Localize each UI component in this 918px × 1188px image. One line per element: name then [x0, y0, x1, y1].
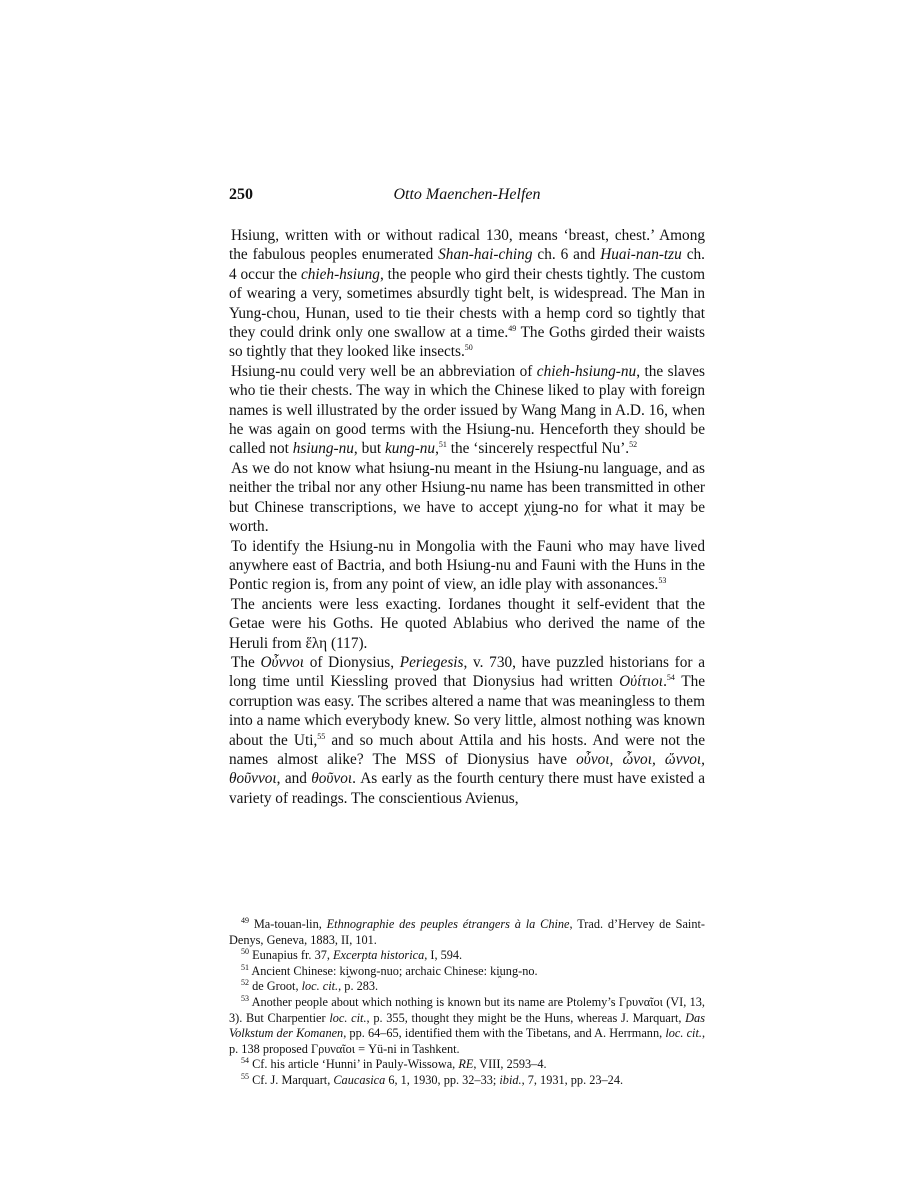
text-run: As we do not know what hsiung-nu meant in the Hsiung-nu language, and as neither the tribal nor any other Hsiung-nu name has been transmitted in other but Chinese transcriptions, we have to accept χi̯ung-no for what it may be worth. [229, 459, 705, 536]
text-run: , [435, 440, 439, 458]
note-reference: 50 [464, 343, 473, 353]
note-reference: 55 [241, 1071, 249, 1081]
italic-text: ibid. [499, 1072, 522, 1087]
text-run: To identify the Hsiung-nu in Mongolia with the Fauni who may have lived anywhere east of Bactria, and both Hsiung-nu and Fauni with the Huns in the Pontic region is, from any point of view, an idle play with assonances. [229, 537, 705, 594]
text-run: , p. 283. [338, 979, 379, 994]
text-run: The ancients were less exacting. Iordanes thought it self-evident that the Getae were his Goths. He quoted Ablabius who derived the name of the Heruli from ἕλη (117). [229, 595, 705, 652]
italic-text: Excerpta historica [333, 948, 425, 963]
italic-text: chieh-hsiung-nu [536, 362, 637, 380]
note-reference: 51 [241, 962, 249, 972]
footnotes [229, 917, 705, 1089]
text-run: . As early as the fourth century there must have existed a variety of readings. The conscientious Avienus, [229, 770, 706, 807]
paragraph [229, 595, 705, 653]
italic-text: Shan-hai-ching [438, 246, 533, 264]
text-run: Cf. J. Marquart, [249, 1072, 334, 1087]
text-run: . [663, 673, 667, 691]
text-run: The [231, 653, 261, 671]
italic-text: hsiung-nu [292, 440, 354, 458]
italic-text: kung-nu [384, 440, 436, 458]
italic-text: Periegesis [399, 653, 464, 671]
italic-text: θοῦνοι [311, 770, 353, 788]
note-reference: 53 [241, 993, 249, 1003]
footnote [229, 948, 705, 964]
text-run: 6, 1, 1930, pp. 32–33; [385, 1072, 500, 1087]
note-reference: 54 [666, 673, 675, 683]
text-run: , I, 594. [424, 948, 463, 963]
footnote [229, 1073, 705, 1089]
italic-text: οὖνοι, ὦνοι, ὤννοι, θοῦννοι [229, 750, 705, 788]
italic-text: loc. cit. [665, 1026, 702, 1041]
text-run: ch. 6 and [532, 246, 601, 264]
text-run: de Groot, [249, 979, 302, 994]
note-reference: 49 [508, 323, 517, 333]
text-run: Another people about which nothing is known but its name are Ptolemy’s Γρυναῖοι (VI, 13, 3). But Charpentier [229, 994, 705, 1025]
text-run: Hsiung, written with or without radical 130, means ‘breast, chest.’ Among the fabulous peoples enumerated [229, 227, 705, 264]
text-run: The Goths girded their waists so tightly that they looked like insects. [229, 324, 706, 361]
text-run: and so much about Attila and his hosts. And were not the names almost alike? The MSS of Dionysius have [229, 731, 705, 768]
text-run: , v. 730, have puzzled historians for a long time until Kiessling proved that Dionysius had written [229, 653, 705, 691]
italic-text: loc. cit. [301, 979, 339, 994]
paragraph [229, 653, 705, 808]
text-run: , pp. 64–65, identified them with the Tibetans, and A. Herrmann, [343, 1026, 666, 1041]
note-reference: 53 [658, 576, 667, 586]
text-run: the ‘sincerely respectful Nu’. [446, 440, 630, 458]
note-reference: 55 [317, 731, 326, 741]
text-run: Ma-touan-lin, [249, 917, 327, 931]
text-run: Cf. his article ‘Hunni’ in Pauly-Wissowa, [249, 1057, 459, 1072]
text-run: , Trad. d’Hervey de Saint-Denys, Geneva, 1883, II, 101. [229, 917, 706, 947]
body-text [229, 226, 705, 808]
running-head: Otto Maenchen-Helfen [393, 186, 541, 203]
note-reference: 52 [241, 978, 249, 988]
text-run: ch. 4 occur the [229, 246, 705, 283]
text-run: , but [353, 440, 385, 458]
text-run: Eunapius fr. 37, [249, 948, 334, 963]
text-run: , p. 138 proposed Γρυναῖοι = Yü-ni in Tashkent. [229, 1026, 706, 1056]
page-number: 250 [229, 186, 253, 203]
paragraph [229, 362, 705, 459]
italic-text: Οὖννοι [260, 653, 305, 671]
text-run: , and [276, 770, 312, 788]
text-run: The corruption was easy. The scribes altered a name that was meaningless to them into a name which everybody knew. So very little, almost nothing was known about the Uti, [229, 673, 706, 749]
text-run: , VIII, 2593–4. [473, 1057, 547, 1072]
text-run: Hsiung-nu could very well be an abbreviation of [231, 362, 537, 380]
footnote [229, 1057, 705, 1073]
italic-text: RE [458, 1057, 474, 1072]
note-reference: 54 [241, 1056, 249, 1066]
text-run: , 7, 1931, pp. 23–24. [521, 1072, 624, 1087]
italic-text: loc. cit. [329, 1010, 367, 1025]
text-run: of Dionysius, [304, 653, 400, 671]
note-reference: 51 [438, 440, 447, 450]
footnote [229, 979, 705, 995]
paragraph [229, 226, 705, 362]
italic-text: Huai-nan-tzu [600, 246, 682, 264]
footnote [229, 917, 705, 948]
page-header [229, 186, 705, 208]
note-reference: 49 [241, 915, 249, 925]
italic-text: chieh-hsiung [300, 265, 380, 283]
italic-text: Οὐίτιοι [619, 673, 664, 691]
text-run: , p. 355, thought they might be the Huns, whereas J. Marquart, [366, 1010, 686, 1025]
text-run: , the slaves who tie their chests. The way in which the Chinese liked to play with foreign names is well illustrated by the order issued by Wang Mang in A.D. 16, when he was again on good terms with the Hsiung-nu. Henceforth they should be called not [229, 362, 706, 458]
note-reference: 50 [241, 947, 249, 957]
text-run: Ancient Chinese: ki̯wong-nuo; archaic Chinese: ki̯ung-no. [249, 963, 538, 978]
italic-text: Das Volkstum der Komanen [229, 1010, 705, 1041]
text-run: , the people who gird their chests tightly. The custom of wearing a very, sometimes absurdly tight belt, is widespread. The Man in Yung-chou, Hunan, used to tie their chests with a hemp cord so tightly that they could drink only one swallow at a time. [229, 265, 705, 342]
italic-text: Caucasica [333, 1072, 386, 1087]
paragraph [229, 537, 705, 595]
note-reference: 52 [629, 440, 638, 450]
italic-text: Ethnographie des peuples étrangers à la Chine [326, 917, 570, 931]
footnote [229, 964, 705, 980]
paragraph [229, 459, 705, 537]
footnote [229, 995, 705, 1057]
